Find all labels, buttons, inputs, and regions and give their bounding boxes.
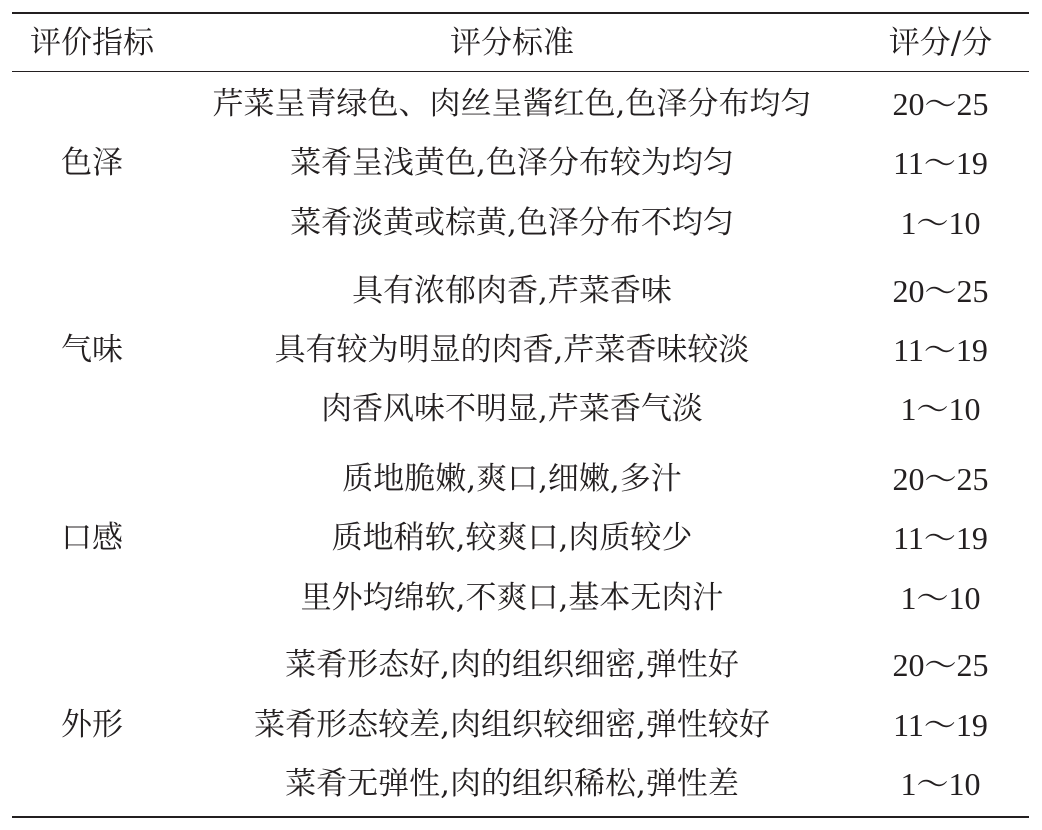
standard-text: 菜肴形态好,肉的组织细密,弹性好 <box>285 647 739 683</box>
header-indicator: 评价指标 <box>30 25 154 61</box>
standard-text: 菜肴呈浅黄色,色泽分布较为均匀 <box>290 145 734 181</box>
standard-text: 具有浓郁肉香,芹菜香味 <box>352 273 672 309</box>
indicator-label: 外形 <box>61 707 123 743</box>
score-range: 20～25 <box>892 461 989 497</box>
standard-text: 质地脆嫩,爽口,细嫩,多汁 <box>342 461 682 497</box>
standard-text: 肉香风味不明显,芹菜香气淡 <box>321 391 703 427</box>
score-range: 20～25 <box>892 273 989 309</box>
standard-text: 菜肴形态较差,肉组织较细密,弹性较好 <box>254 707 770 743</box>
score-range: 11～19 <box>893 332 988 368</box>
score-range: 20～25 <box>892 647 989 683</box>
indicator-label: 色泽 <box>61 145 123 181</box>
standard-text: 菜肴淡黄或棕黄,色泽分布不均匀 <box>290 205 734 241</box>
score-range: 11～19 <box>893 145 988 181</box>
score-range: 1～10 <box>900 205 981 241</box>
standard-text: 具有较为明显的肉香,芹菜香味较淡 <box>274 332 750 368</box>
score-range: 1～10 <box>900 391 981 427</box>
score-range: 20～25 <box>892 86 989 122</box>
standard-text: 芹菜呈青绿色、肉丝呈酱红色,色泽分布均匀 <box>212 86 812 122</box>
indicator-label: 口感 <box>61 520 123 556</box>
header-score: 评分/分 <box>888 25 993 61</box>
score-range: 11～19 <box>893 520 988 556</box>
standard-text: 菜肴无弹性,肉的组织稀松,弹性差 <box>285 766 739 802</box>
standard-text: 里外均绵软,不爽口,基本无肉汁 <box>300 580 724 616</box>
header-standard: 评分标准 <box>450 25 574 61</box>
table-bottom-rule <box>12 816 1029 818</box>
score-range: 11～19 <box>893 707 988 743</box>
score-range: 1～10 <box>900 766 981 802</box>
scoring-table <box>12 12 1029 818</box>
indicator-label: 气味 <box>61 332 123 368</box>
standard-text: 质地稍软,较爽口,肉质较少 <box>331 520 693 556</box>
table-top-rule <box>12 12 1029 14</box>
header-rule <box>12 71 1029 72</box>
score-range: 1～10 <box>900 580 981 616</box>
